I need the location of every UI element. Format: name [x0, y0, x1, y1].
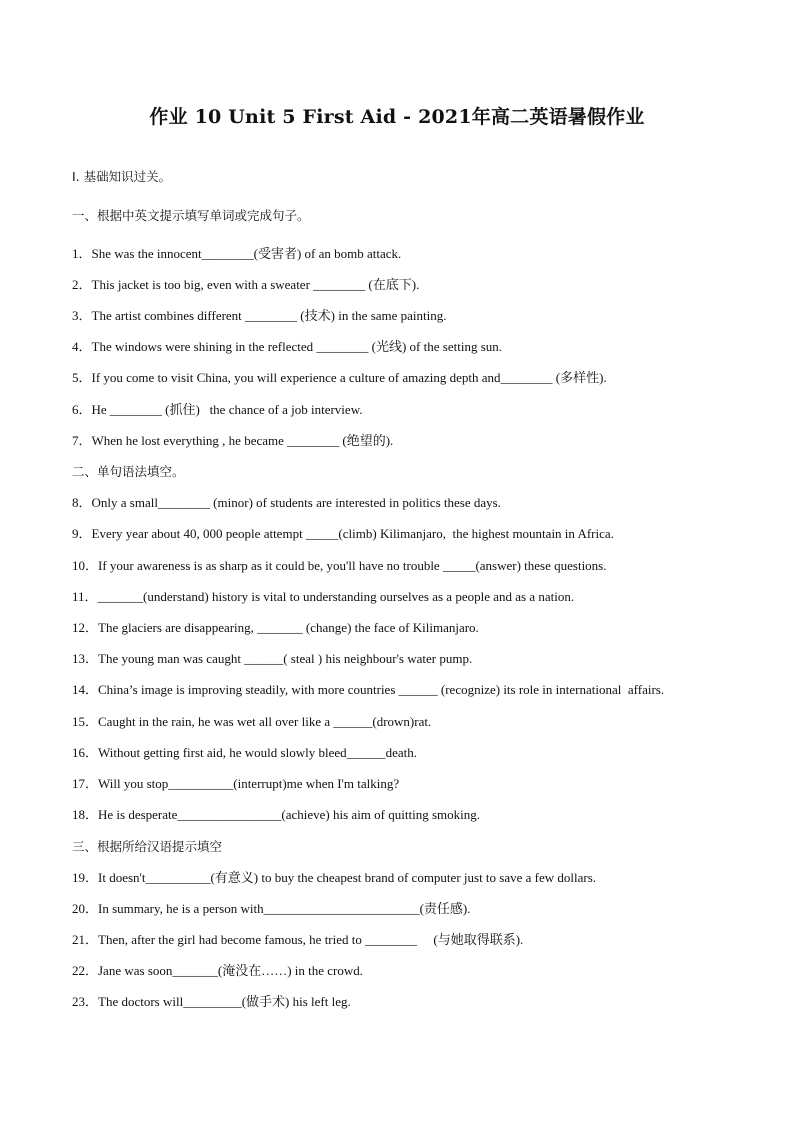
- question-11: 11．_______(understand) history is vital to understanding ourselves as a people and as a nation.: [72, 589, 575, 604]
- question-22: 22．Jane was soon_______(淹没在……) in the crowd.: [72, 963, 364, 978]
- question-19: 19．It doesn't__________(有意义) to buy the cheapest brand of computer just to save a few dollars.: [72, 870, 597, 885]
- question-10: 10．If your awareness is as sharp as it could be, you'll have no trouble _____(answer) these questions.: [72, 558, 607, 573]
- question-21: 21．Then, after the girl had become famous, he tried to ________ (与她取得联系).: [72, 932, 524, 947]
- question-17: 17．Will you stop__________(interrupt)me when I'm talking?: [72, 776, 400, 791]
- section-2-heading: 二、单句语法填空。: [72, 464, 185, 479]
- section-1-heading: 一、根据中英文提示填写单词或完成句子。: [72, 208, 310, 223]
- part-i-heading: I. 基础知识过关。: [72, 169, 172, 184]
- question-7: 7．When he lost everything , he became ________ (绝望的).: [72, 433, 394, 448]
- question-1: 1．She was the innocent________(受害者) of an bomb attack.: [72, 246, 402, 261]
- question-18: 18．He is desperate________________(achieve) his aim of quitting smoking.: [72, 807, 480, 822]
- section-3-heading: 三、根据所给汉语提示填空: [72, 839, 223, 854]
- question-9: 9．Every year about 40, 000 people attempt _____(climb) Kilimanjaro, the highest mountain in Africa.: [72, 526, 614, 541]
- question-3: 3．The artist combines different ________ (技术) in the same painting.: [72, 308, 447, 323]
- question-15: 15．Caught in the rain, he was wet all over like a ______(drown)rat.: [72, 714, 432, 729]
- question-23: 23．The doctors will_________(做手术) his left leg.: [72, 994, 351, 1009]
- question-14: 14．China’s image is improving steadily, with more countries ______ (recognize) its role in international affairs.: [72, 682, 665, 697]
- question-13: 13．The young man was caught ______( steal ) his neighbour's water pump.: [72, 651, 473, 666]
- question-6: 6．He ________ (抓住) the chance of a job interview.: [72, 402, 363, 417]
- question-8: 8．Only a small________ (minor) of students are interested in politics these days.: [72, 495, 501, 510]
- question-16: 16．Without getting first aid, he would slowly bleed______death.: [72, 745, 418, 760]
- question-4: 4．The windows were shining in the reflected ________ (光线) of the setting sun.: [72, 339, 502, 354]
- question-20: 20．In summary, he is a person with________________________(责任感).: [72, 901, 471, 916]
- page-title: 作业 10 Unit 5 First Aid - 2021年高二英语暑假作业: [149, 106, 645, 128]
- question-5: 5．If you come to visit China, you will experience a culture of amazing depth and________ (多样性).: [72, 370, 607, 385]
- question-2: 2．This jacket is too big, even with a sweater ________ (在底下).: [72, 277, 420, 292]
- question-12: 12．The glaciers are disappearing, _______ (change) the face of Kilimanjaro.: [72, 620, 479, 635]
